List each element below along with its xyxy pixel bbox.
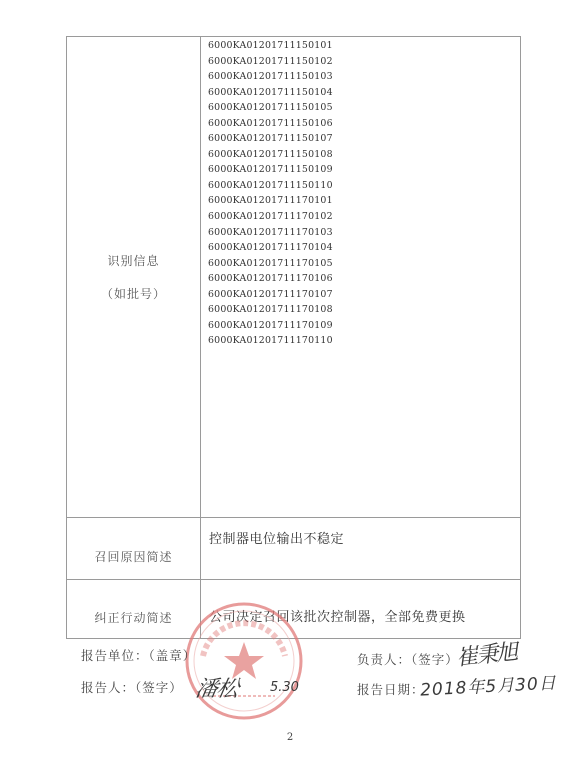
batch-number-item: 6000KA01201711170104 (208, 242, 333, 254)
responsible-signature: 崔秉旭 (455, 639, 518, 672)
batch-number-item: 6000KA01201711170102 (208, 211, 333, 223)
action-label-cell (67, 580, 201, 639)
batch-number-item: 6000KA01201711170108 (208, 304, 333, 316)
identification-row (67, 37, 521, 518)
reporter-signature: 潘松 (193, 677, 240, 702)
action-label: 纠正行动简述 (94, 610, 173, 625)
identification-label-cell (67, 37, 201, 518)
report-unit-label: 报告单位：（盖章） (81, 648, 197, 663)
reason-text: 控制器电位输出不稳定 (209, 532, 345, 547)
identification-label: 识别信息 (107, 254, 160, 268)
batch-number-item: 6000KA01201711150110 (208, 179, 333, 191)
batch-number-item: 6000KA01201711150101 (208, 40, 333, 51)
batch-number-item: 6000KA01201711170109 (208, 319, 333, 331)
identification-label-note: （如批号） (100, 287, 166, 301)
batch-number-item: 6000KA01201711170107 (208, 288, 333, 300)
responsible-person-label: 负责人：（签字） (357, 652, 459, 667)
action-text: 公司决定召回该批次控制器，全部免费更换 (209, 610, 466, 625)
batch-number-item: 6000KA01201711150109 (208, 164, 333, 176)
company-seal-stamp (183, 600, 305, 722)
batch-number-list (201, 37, 520, 349)
batch-number-item: 6000KA01201711170106 (208, 273, 333, 285)
batch-number-item: 6000KA01201711150103 (208, 71, 333, 83)
reporter-signature-date: 5.30 (270, 680, 299, 695)
page-number: 2 (286, 732, 294, 743)
reason-value-cell (201, 518, 521, 580)
batch-number-item: 6000KA01201711150105 (208, 102, 333, 114)
batch-number-item: 6000KA01201711170101 (208, 195, 333, 207)
batch-number-item: 6000KA01201711150108 (208, 148, 333, 160)
identification-value-cell (201, 37, 521, 518)
batch-number-item: 6000KA01201711170105 (208, 257, 333, 269)
batch-number-item: 6000KA01201711170103 (208, 226, 333, 238)
reporter-label: 报告人：（签字） (81, 680, 183, 695)
report-date-handwritten: 2018年5月30日 (419, 673, 558, 701)
reason-label: 召回原因简述 (94, 550, 173, 564)
batch-number-item: 6000KA01201711150104 (208, 86, 333, 98)
reason-label-cell (67, 518, 201, 580)
reason-row (67, 518, 521, 580)
batch-number-item: 6000KA01201711170110 (208, 335, 333, 347)
batch-number-item: 6000KA01201711150106 (208, 117, 333, 129)
batch-number-item: 6000KA01201711150107 (208, 133, 333, 145)
batch-number-item: 6000KA01201711150102 (208, 55, 333, 67)
report-date-label: 报告日期： (357, 682, 425, 697)
recall-report-table (66, 36, 521, 639)
